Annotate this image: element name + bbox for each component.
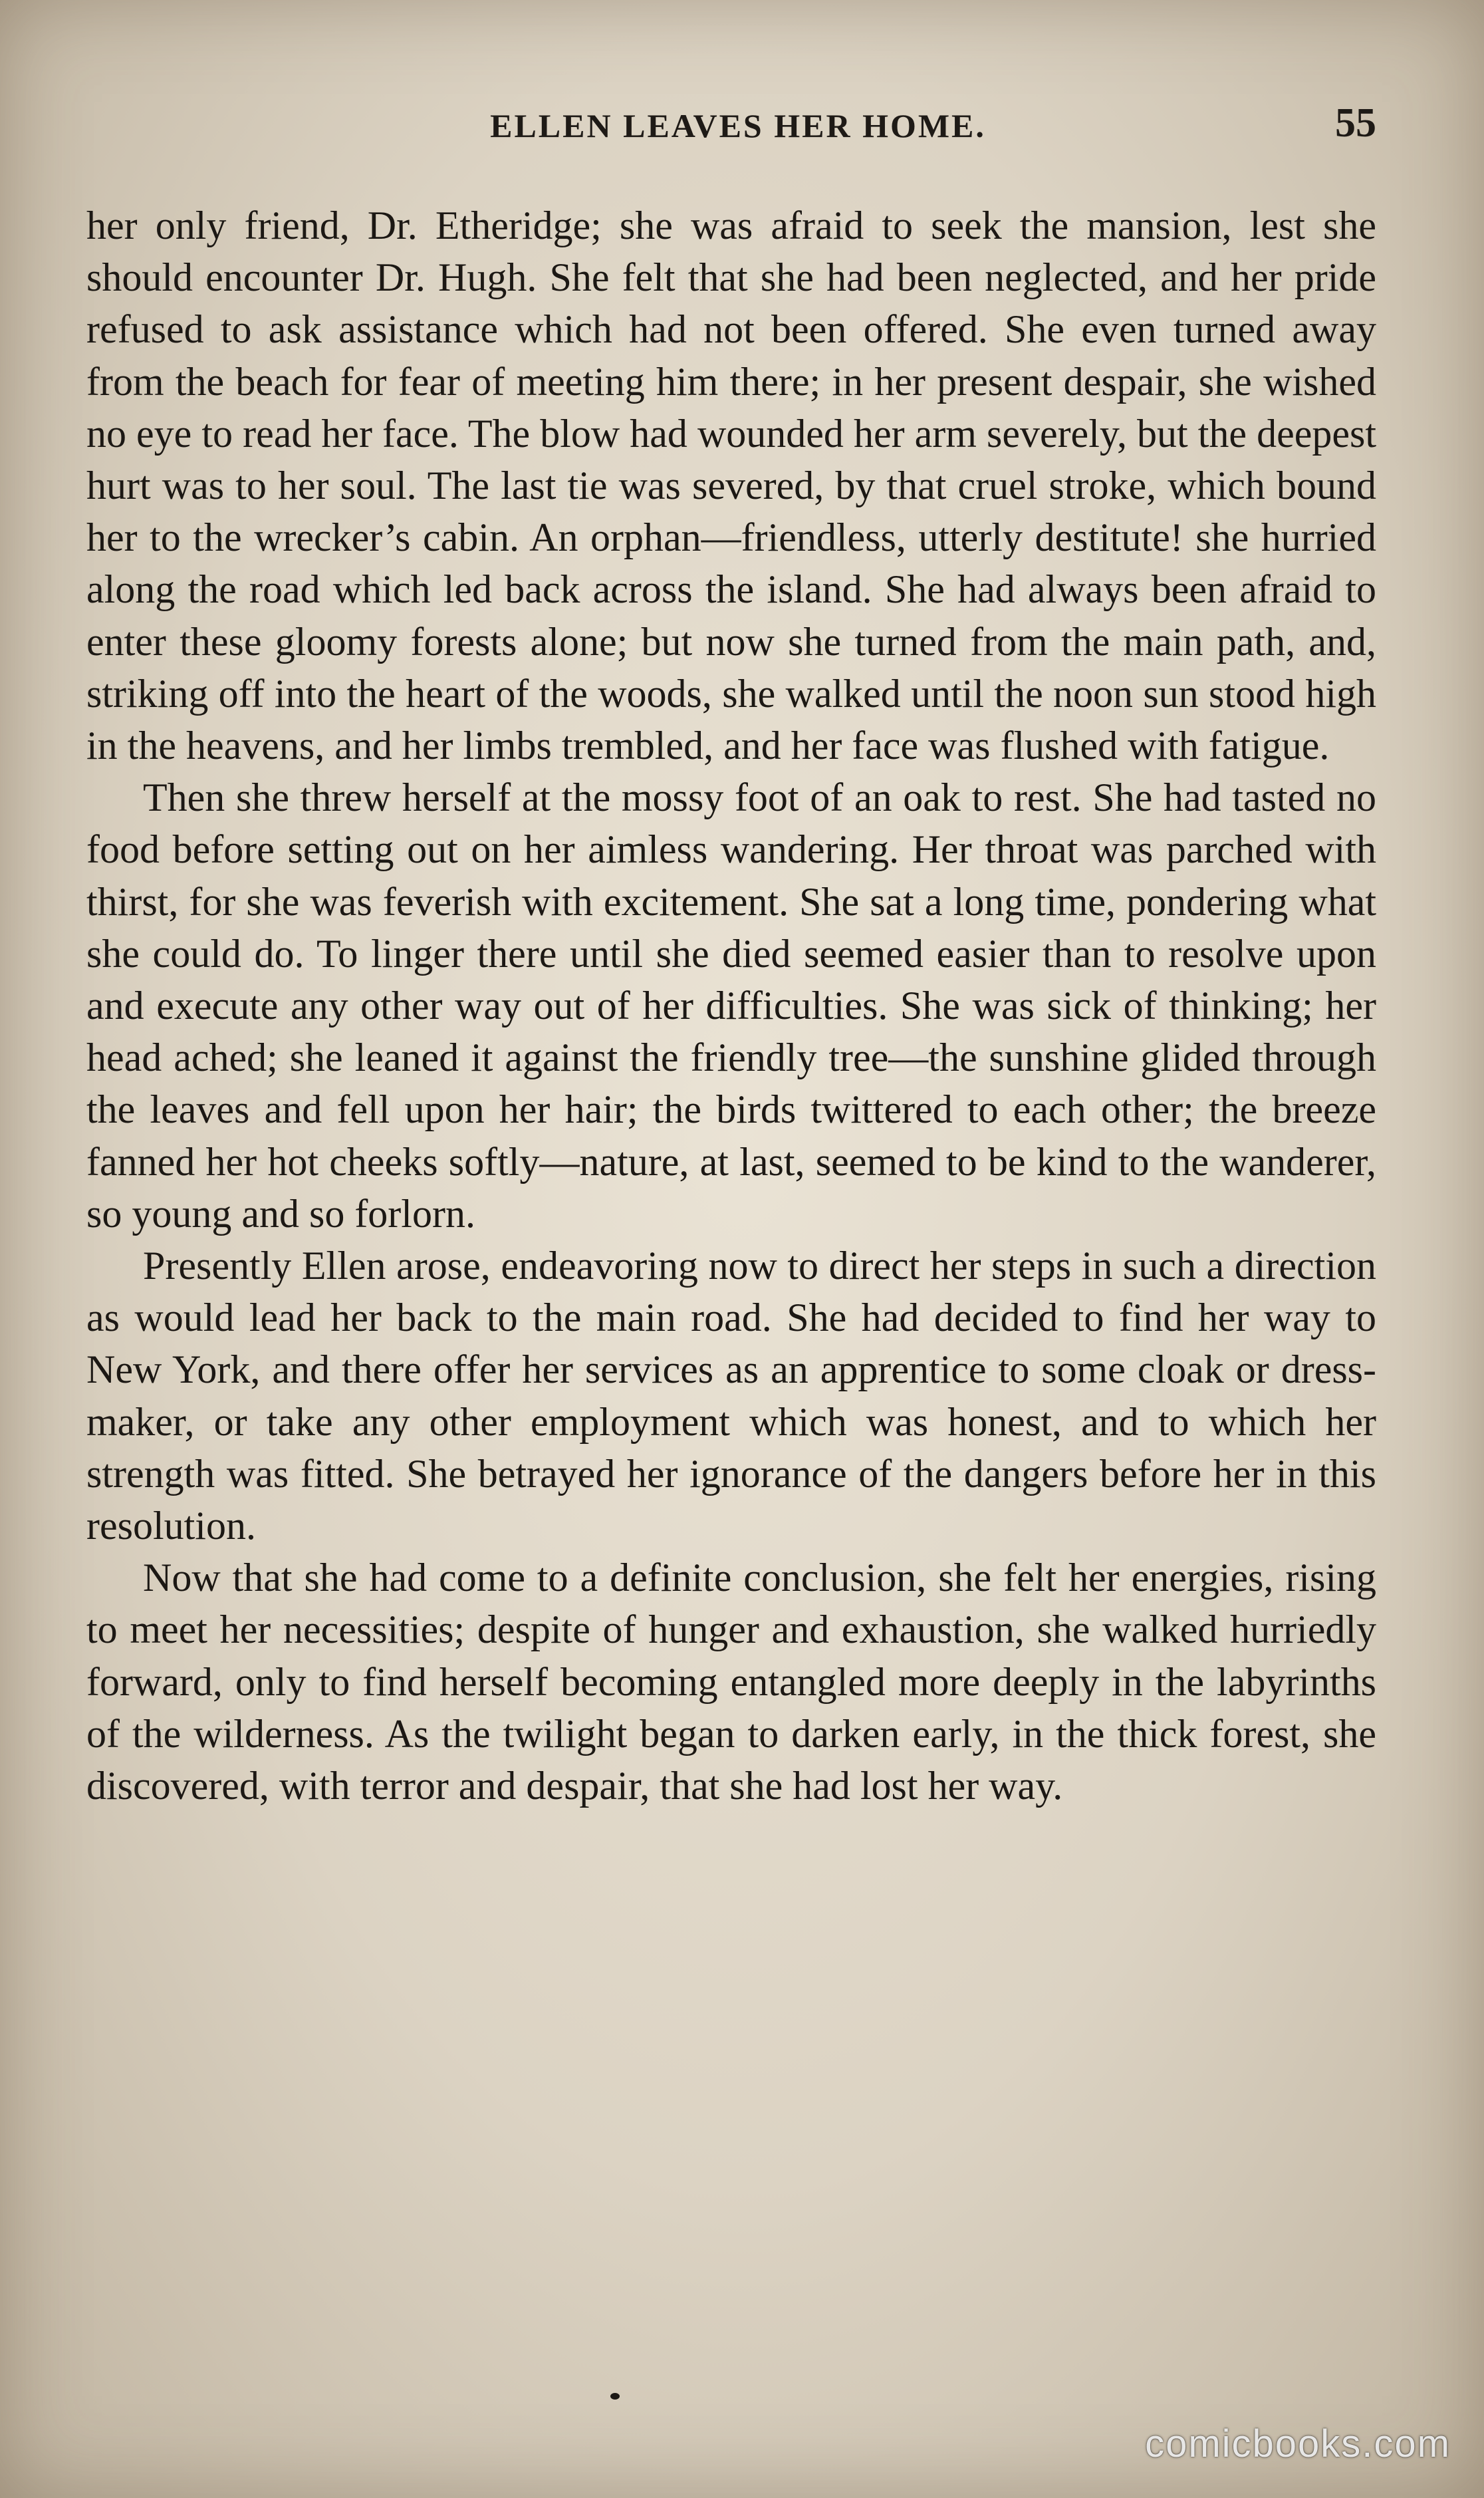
running-head: ELLEN LEAVES HER HOME. (490, 107, 986, 144)
page-number: 55 (1335, 100, 1376, 146)
printer-dot-mark (610, 2393, 620, 2400)
body-text (86, 200, 1376, 1812)
paragraph-2: Then she threw herself at the mossy foot of an oak to rest. She had tasted no food before setting out on her aimless wandering. Her throat was parched with thirst, for she was feverish with excitement. She sat a long time, pondering what she could do. To linger there until she died seemed easier than to resolve upon and execute any other way out of her difficulties. She was sick of thinking; her head ached; she leaned it against the friendly tree—the sunshine glided through the leaves and fell upon her hair; the birds twittered to each other; the breeze fanned her hot cheeks softly—nature, at last, seemed to be kind to the wanderer, so young and so forlorn. (86, 775, 1376, 1236)
paragraph-3: Presently Ellen arose, endeavoring now to direct her steps in such a direction as would lead her back to the main road. She had decided to find her way to New York, and there offer her services as an apprentice to some cloak or dress-maker, or take any other employment which was honest, and to which her strength was fitted. She betrayed her ignorance of the dangers before her in this resolution. (86, 1244, 1376, 1548)
paragraph-4: Now that she had come to a definite conclusion, she felt her energies, rising to meet her necessities; despite of hunger and exhaustion, she walked hurriedly forward, only to find herself becoming entangled more deeply in the labyrinths of the wilderness. As the twilight began to darken early, in the thick forest, she discovered, with terror and despair, that she had lost her way. (86, 1556, 1376, 1808)
watermark: comicbooks.com (1145, 2422, 1451, 2465)
paragraph-1: her only friend, Dr. Etheridge; she was afraid to seek the mansion, lest she should encounter Dr. Hugh. She felt that she had been neglected, and her pride refused to ask assistance which had not been offered. She even turned away from the beach for fear of meeting him there; in her present despair, she wished no eye to read her face. The blow had wounded her arm severely, but the deepest hurt was to her soul. The last tie was severed, by that cruel stroke, which bound her to the wrecker’s cabin. An orphan—friendless, utterly destitute! she hurried along the road which led back across the island. She had always been afraid to enter these gloomy forests alone; but now she turned from the main path, and, striking off into the heart of the woods, she walked until the noon sun stood high in the heavens, and her limbs trembled, and her face was flushed with fatigue. (86, 204, 1376, 768)
page-header (100, 100, 1376, 160)
